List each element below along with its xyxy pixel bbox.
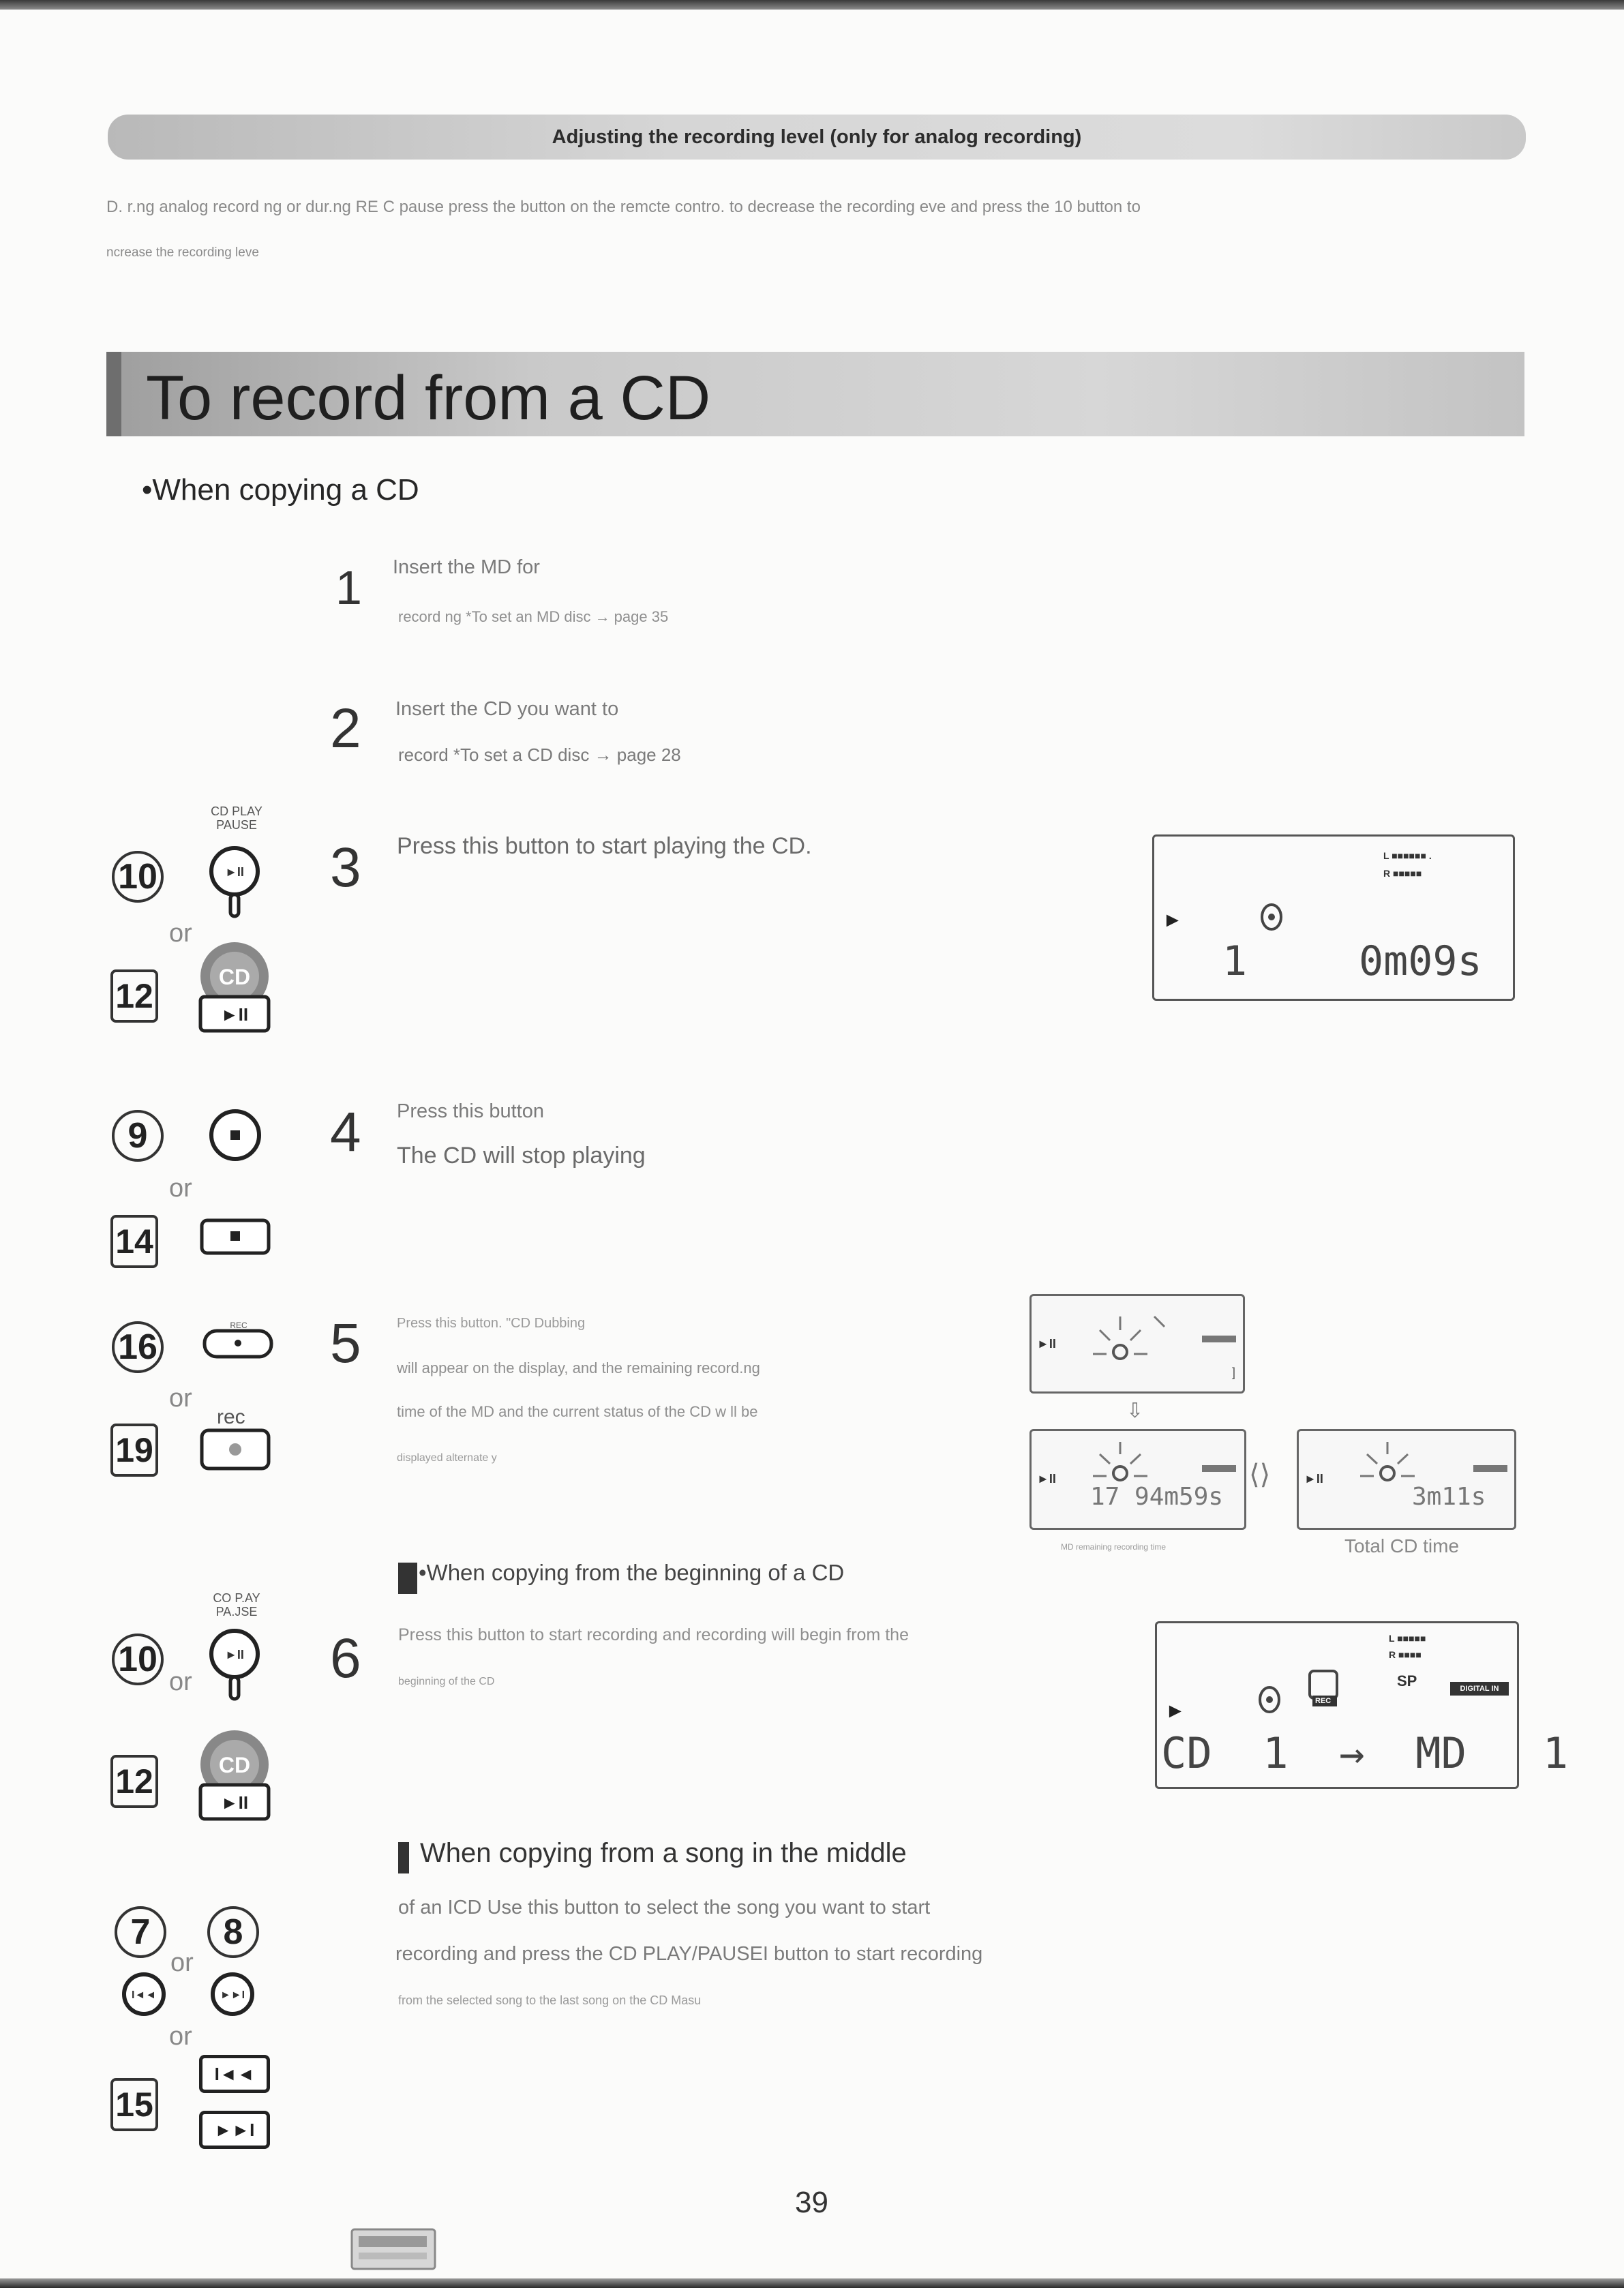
cd-play-pause-unit-button[interactable] [196,939,273,1038]
svg-text:►►I: ►►I [220,1989,245,2001]
caption-total-cd: Total CD time [1344,1535,1460,1556]
unit-number-14: 14 [110,1215,158,1268]
svg-text:CD: CD [218,1753,251,1777]
or-label: or [169,919,192,948]
display-step-3 [1152,834,1515,1001]
step-5-line-4: displayed alternate y [397,1452,497,1464]
section-middle-line-3: from the selected song to the last song on the CD Masu [398,1993,702,2007]
page-number: 39 [795,2186,828,2219]
logo-icon [349,2224,438,2276]
skip-back-remote-button[interactable] [120,1970,168,2021]
step-1-number: 1 [335,561,362,614]
unit-number-15: 15 [110,2078,158,2131]
caption-md-remaining: MD remaining recording time [1061,1542,1167,1552]
step-5-number: 5 [330,1312,361,1374]
section-marker [398,1842,409,1873]
dubbing-readout: CD 1 → MD 1 [1161,1728,1569,1778]
level-l: L ■■■■■ [1389,1633,1426,1644]
svg-text:I◄◄: I◄◄ [131,1989,157,2001]
skip-forward-unit-button[interactable]: ►►I [199,2111,270,2149]
or-label: or [170,1948,194,1977]
level-r: R ■■■■ [1389,1649,1422,1660]
step-4-line-2: The CD will stop playing [397,1143,646,1169]
or-label: or [169,1384,192,1413]
unit-number-19: 19 [110,1424,158,1477]
arrow-down: ⇩ [1126,1400,1144,1422]
elapsed-time: 0m09s [1359,937,1482,985]
cd-disc-icon [1252,1676,1287,1721]
svg-text:►II: ►II [225,865,244,879]
section-marker [398,1563,417,1594]
step-1-line-1: Insert the MD for [393,556,540,578]
rec-unit-button[interactable] [199,1428,271,1475]
rec-indicator: REC [1315,1697,1332,1705]
or-label: or [169,1668,192,1696]
remote-number-9: 9 [112,1110,164,1162]
header-band [108,115,1526,160]
level-r: R ■■■■■ [1383,868,1422,879]
display-step-5-top [1029,1294,1245,1394]
top-edge [0,0,1624,10]
dubbing-spark-icon [1072,1310,1195,1388]
step-2-line-2: record *To set a CD disc → page 28 [398,744,681,765]
remote-number-10: 10 [112,1634,164,1685]
rec-label: rec [217,1406,245,1428]
play-indicator: ► [1162,909,1183,931]
svg-text:►II: ►II [220,1792,249,1813]
top-right-mark: ] [1232,1366,1236,1379]
cd-disc-icon [1257,894,1287,938]
play-indicator: ► [1165,1700,1186,1722]
step-4-line-1: Press this button [397,1100,544,1122]
cd-play-pause-button[interactable] [207,1627,262,1712]
display-step-5-right [1297,1429,1516,1530]
header-band-title: Adjusting the recording level (only for analog recording) [552,126,1082,148]
alternate-arrows: ⟨⟩ [1249,1460,1271,1490]
step-6-line-2: beginning of the CD [398,1676,495,1687]
unit-number-12: 12 [110,969,158,1023]
svg-text:►II: ►II [225,1648,244,1661]
level-bar [1202,1465,1236,1472]
display-step-5-left [1029,1429,1246,1530]
play-pause-indicator: ►II [1037,1337,1056,1351]
remote-number-7: 7 [115,1906,166,1958]
section-middle-heading: When copying from a song in the middle [420,1838,907,1868]
sp-mode: SP [1397,1672,1417,1689]
unit-number-12: 12 [110,1755,158,1808]
step-3-line-1: Press this button to start playing the CD. [397,833,812,859]
md-disc-icon [1306,1664,1344,1713]
step-4-number: 4 [330,1101,361,1163]
md-remaining-time: 17 94m59s [1090,1483,1224,1511]
remote-number-16: 16 [112,1321,164,1373]
step-6-line-1: Press this button to start recording and recording will begin from the [398,1625,909,1644]
cd-play-pause-label: CD PLAY PAUSE [211,804,262,832]
step-5-line-2: will appear on the display, and the remaining record.ng [397,1359,760,1376]
or-label: or [169,1174,192,1203]
stop-button[interactable] [207,1107,263,1166]
cd-play-pause-unit-button[interactable] [196,1728,273,1826]
bottom-edge [0,2278,1624,2288]
title-band-edge [106,352,121,436]
play-pause-indicator: ►II [1037,1472,1056,1486]
section-middle-line-2: recording and press the CD PLAY/PAUSEI button to start recording [395,1943,983,1965]
track-number: 1 [1222,937,1248,985]
digital-in-badge: DIGITAL IN [1450,1682,1509,1696]
cd-play-pause-button[interactable] [207,844,262,929]
skip-forward-remote-button[interactable] [209,1970,256,2021]
step-3-number: 3 [330,837,361,899]
remote-number-10: 10 [112,851,164,903]
step-5-line-1: Press this button. "CD Dubbing [397,1316,586,1331]
svg-text:►II: ►II [220,1004,249,1025]
cd-play-pause-label: CO P.AY PA.JSE [213,1591,260,1619]
total-cd-time: 3m11s [1412,1483,1486,1511]
level-bar [1473,1465,1507,1472]
level-bar [1202,1336,1236,1342]
stop-unit-button[interactable] [199,1218,271,1259]
skip-back-unit-button[interactable]: I◄◄ [199,2055,270,2093]
section-middle-line-1: of an ICD Use this button to select the song you want to start [398,1897,931,1918]
step-2-number: 2 [330,697,361,759]
subheading: •When copying a CD [142,473,419,507]
step-6-number: 6 [330,1627,361,1689]
step-2-line-1: Insert the CD you want to [395,698,619,720]
intro-line-1: D. r.ng analog record ng or dur.ng RE C pause press the button on the remcte contro. to decrease the recording eve and press the 10 button to [106,198,1141,216]
display-step-6 [1155,1621,1569,1789]
level-l: L ■■■■■■ . [1383,850,1432,861]
intro-line-2: ncrease the recording leve [106,245,259,260]
title-band [106,352,1524,436]
svg-text:CD: CD [218,965,251,989]
step-1-line-2: record ng *To set an MD disc → page 35 [398,608,669,625]
page-title: To record from a CD [146,363,711,433]
section-beginning-heading: •When copying from the beginning of a CD [419,1560,845,1585]
step-5-line-3: time of the MD and the current status of the CD w ll be [397,1403,758,1420]
rec-small-label: REC [230,1321,247,1330]
or-label: or [169,2022,192,2051]
play-pause-indicator: ►II [1304,1472,1323,1486]
remote-number-8: 8 [207,1906,259,1958]
